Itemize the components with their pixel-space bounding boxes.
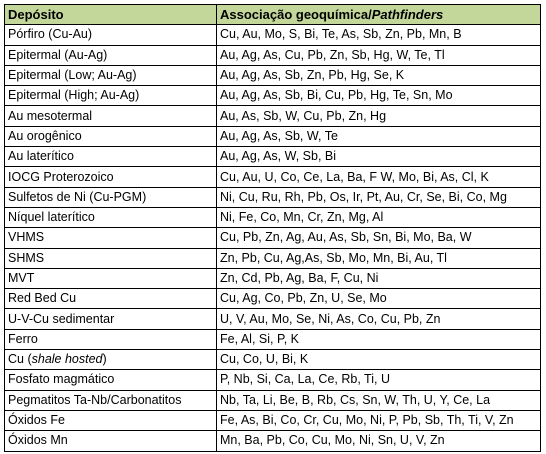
deposit-cell: Epitermal (Low; Au-Ag) (5, 65, 217, 85)
deposit-cell-tail: ) (102, 352, 107, 367)
association-cell: Au, Ag, As, W, Sb, Bi (217, 147, 541, 167)
association-cell: Au, Ag, As, Sb, Zn, Pb, Hg, Se, K (217, 65, 541, 85)
deposit-cell: Epitermal (Au-Ag) (5, 45, 217, 65)
deposit-cell: Epitermal (High; Au-Ag) (5, 86, 217, 106)
deposit-cell-italic: shale hosted (31, 352, 103, 367)
table-header-row (5, 5, 541, 25)
table-row (5, 25, 541, 45)
table-row (5, 350, 541, 370)
deposit-cell: Níquel laterítico (5, 207, 217, 227)
association-cell: Cu, Ag, Co, Pb, Zn, U, Se, Mo (217, 289, 541, 309)
deposit-cell: Sulfetos de Ni (Cu-PGM) (5, 187, 217, 207)
deposit-table-container (4, 4, 541, 452)
table-row (5, 248, 541, 268)
deposit-cell: Ferro (5, 329, 217, 349)
deposit-cell: Pegmatitos Ta-Nb/Carbonatitos (5, 390, 217, 410)
table-row (5, 329, 541, 349)
association-cell: Au, Ag, As, Sb, Bi, Cu, Pb, Hg, Te, Sn, Mo (217, 86, 541, 106)
table-row (5, 410, 541, 430)
table-row (5, 268, 541, 288)
deposit-cell-main: Cu ( (8, 352, 32, 367)
table-row (5, 106, 541, 126)
association-cell: Cu, Co, U, Bi, K (217, 350, 541, 370)
table-row (5, 86, 541, 106)
association-cell: Au, Ag, As, Cu, Pb, Zn, Sb, Hg, W, Te, Tl (217, 45, 541, 65)
association-cell: P, Nb, Si, Ca, La, Ce, Rb, Ti, U (217, 370, 541, 390)
table-row (5, 370, 541, 390)
table-row (5, 65, 541, 85)
header-deposit: Depósito (5, 5, 217, 25)
deposit-cell: Pórfiro (Cu-Au) (5, 25, 217, 45)
table-row (5, 167, 541, 187)
table-row (5, 147, 541, 167)
association-cell: Fe, As, Bi, Co, Cr, Cu, Mo, Ni, P, Pb, Sb, Th, Ti, V, Zn (217, 410, 541, 430)
header-association (217, 5, 541, 25)
association-cell: Au, Ag, As, Sb, W, Te (217, 126, 541, 146)
deposit-cell: Au mesotermal (5, 106, 217, 126)
association-cell: Ni, Fe, Co, Mn, Cr, Zn, Mg, Al (217, 207, 541, 227)
association-cell: Cu, Pb, Zn, Ag, Au, As, Sb, Sn, Bi, Mo, Ba, W (217, 228, 541, 248)
deposit-cell: Red Bed Cu (5, 289, 217, 309)
association-cell: Ni, Cu, Ru, Rh, Pb, Os, Ir, Pt, Au, Cr, Se, Bi, Co, Mg (217, 187, 541, 207)
association-cell: Cu, Au, U, Co, Ce, La, Ba, F W, Mo, Bi, As, Cl, K (217, 167, 541, 187)
table-row (5, 431, 541, 451)
table-row (5, 126, 541, 146)
association-cell: U, V, Au, Mo, Se, Ni, As, Co, Cu, Pb, Zn (217, 309, 541, 329)
deposit-pathfinder-table (4, 4, 541, 452)
table-row (5, 309, 541, 329)
association-cell: Cu, Au, Mo, S, Bi, Te, As, Sb, Zn, Pb, Mn, B (217, 25, 541, 45)
deposit-cell: Fosfato magmático (5, 370, 217, 390)
deposit-cell: Au laterítico (5, 147, 217, 167)
association-cell: Fe, Al, Si, P, K (217, 329, 541, 349)
association-cell: Mn, Ba, Pb, Co, Cu, Mo, Ni, Sn, U, V, Zn (217, 431, 541, 451)
deposit-cell: SHMS (5, 248, 217, 268)
table-row (5, 207, 541, 227)
deposit-cell: Au orogênico (5, 126, 217, 146)
association-cell: Au, As, Sb, W, Cu, Pb, Zn, Hg (217, 106, 541, 126)
deposit-cell: Óxidos Fe (5, 410, 217, 430)
table-row (5, 45, 541, 65)
deposit-cell: U-V-Cu sedimentar (5, 309, 217, 329)
deposit-cell: MVT (5, 268, 217, 288)
header-pathfinders-text: Pathfinders (371, 7, 444, 23)
deposit-cell: IOCG Proterozoico (5, 167, 217, 187)
association-cell: Zn, Pb, Cu, Ag,As, Sb, Mo, Mn, Bi, Au, Tl (217, 248, 541, 268)
table-row (5, 228, 541, 248)
table-row (5, 289, 541, 309)
deposit-cell: Óxidos Mn (5, 431, 217, 451)
table-row (5, 390, 541, 410)
association-cell: Zn, Cd, Pb, Ag, Ba, F, Cu, Ni (217, 268, 541, 288)
deposit-cell (5, 350, 217, 370)
table-row (5, 187, 541, 207)
association-cell: Nb, Ta, Li, Be, B, Rb, Cs, Sn, W, Th, U, Y, Ce, La (217, 390, 541, 410)
header-association-text: Associação geoquímica/ (220, 7, 372, 23)
deposit-cell: VHMS (5, 228, 217, 248)
